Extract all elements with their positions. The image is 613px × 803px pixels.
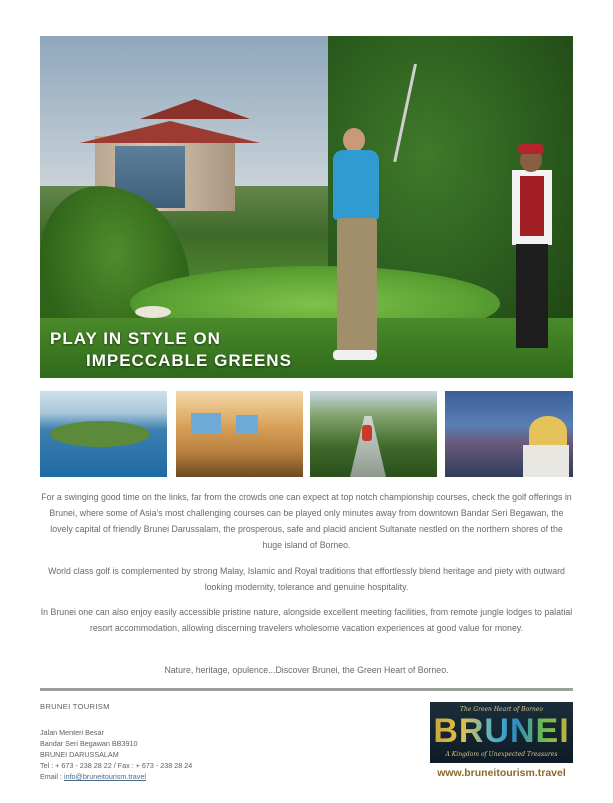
brunei-logo [430, 702, 573, 763]
hero-golf-photo [40, 36, 573, 378]
golfer-figure [333, 128, 405, 368]
photo-coastline [40, 391, 167, 477]
photo-canopy-walkway [310, 391, 437, 477]
building-roof-top [140, 99, 250, 119]
sand-bunker [135, 306, 171, 318]
paragraph-tagline: Nature, heritage, opulence...Discover Brunei, the Green Heart of Borneo. [164, 665, 449, 675]
headline-line-2: IMPECCABLE GREENS [86, 351, 292, 370]
photo-conference-hall [176, 391, 303, 477]
organization-name: BRUNEI TOURISM [40, 702, 110, 711]
logo-wordmark: BRUNEI [430, 713, 573, 749]
address-line-2: Bandar Seri Begawan BB3910 [40, 739, 138, 748]
phone-fax: Tel : + 673 - 238 28 22 / Fax : + 673 - 238 28 24 [40, 761, 193, 770]
butler-figure [510, 148, 555, 348]
paragraph-heritage: World class golf is complemented by strong Malay, Islamic and Royal traditions that effortlessly blend heritage and piety with outward looking modernity, tolerance and genuine hospitality. [48, 566, 565, 592]
golden-dome [529, 416, 567, 446]
photo-palace-dome [445, 391, 573, 477]
golfer-head [343, 128, 365, 152]
hero-headline [50, 328, 292, 372]
palace-wall [523, 445, 569, 477]
golfer-shirt [333, 150, 379, 220]
email-link[interactable]: info@bruneitourism.travel [63, 772, 146, 781]
paragraph-intro: For a swinging good time on the links, far from the crowds one can expect at top notch championship courses, check the golf offerings in Brunei, where some of Asia's most challenging courses can be played only minutes away from downtown Bandar Seri Begawan, the lovely capital of friendly Brunei Darussalam, the prosperous, safe and placid ancient Sultanate nestled on the northern shores of the huge island of Borneo. [41, 492, 572, 550]
hall-screen-2 [236, 415, 258, 433]
butler-vest [520, 176, 544, 236]
address-line-3: BRUNEI DARUSSALAM [40, 750, 119, 759]
headline-line-1: PLAY IN STYLE ON [50, 329, 221, 348]
email-line [40, 771, 192, 782]
contact-block [40, 701, 192, 782]
golfer-trousers [337, 218, 377, 354]
address-line-1: Jalan Menteri Besar [40, 728, 104, 737]
walker [362, 425, 372, 441]
photo-strip [40, 391, 573, 477]
paragraph-nature: In Brunei one can also enjoy easily accessible pristine nature, alongside excellent meeting facilities, from remote jungle lodges to palatial resort accommodation, allowing discerning travelers wholesome vacation experiences at good value for money. [40, 607, 573, 633]
island [50, 421, 150, 447]
building-roof [80, 121, 260, 143]
website-link[interactable]: www.bruneitourism.travel [437, 767, 566, 779]
logo-tagline-bottom: A Kingdom of Unexpected Treasures [445, 751, 558, 758]
butler-hat [518, 144, 544, 154]
divider [40, 688, 573, 691]
hall-screen [191, 413, 221, 433]
email-label: Email : [40, 772, 64, 781]
butler-trousers [516, 244, 548, 348]
golfer-shoes [333, 350, 377, 360]
logo-tagline-top: The Green Heart of Borneo [459, 706, 544, 713]
